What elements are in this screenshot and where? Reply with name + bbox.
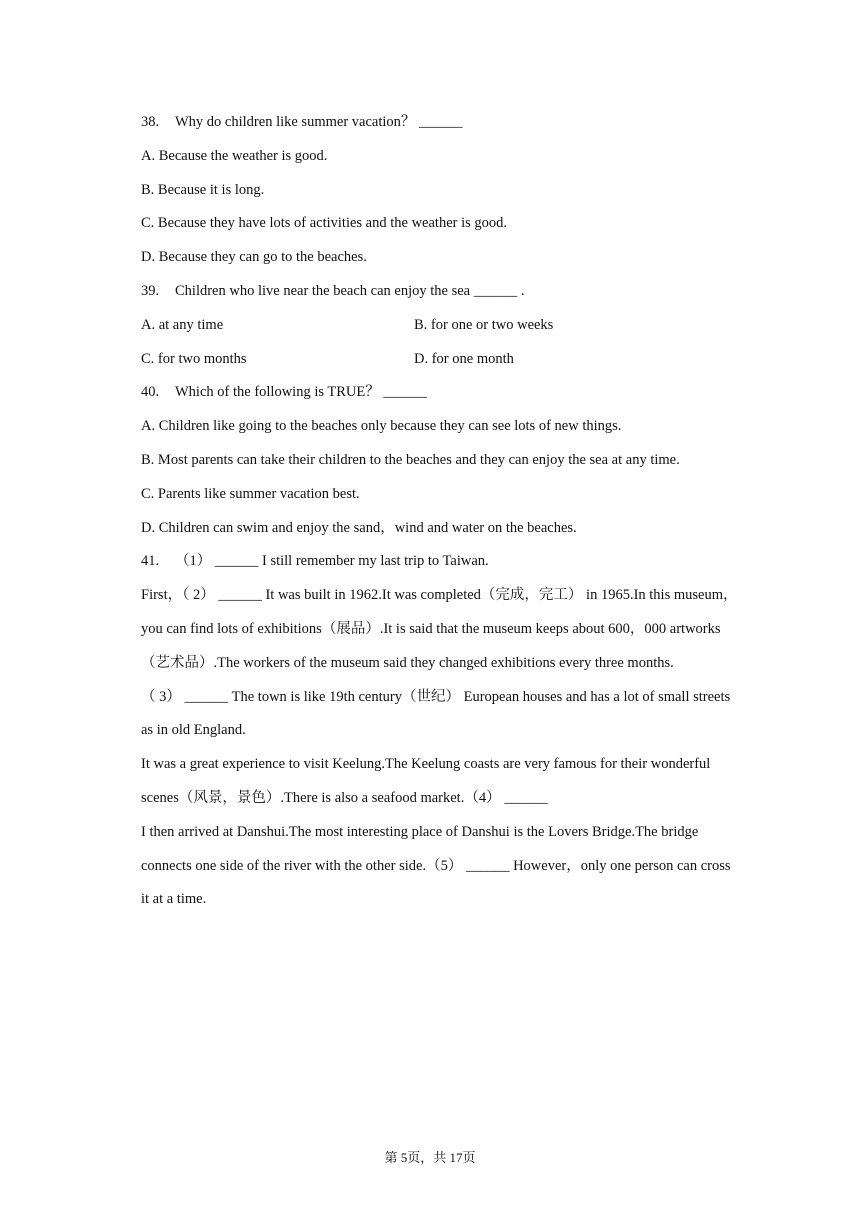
question-38-option-d: D. Because they can go to the beaches. (141, 249, 367, 266)
question-39-option-d: D. for one month (414, 350, 514, 367)
question-38-stem (141, 109, 753, 143)
question-40-option-b: B. Most parents can take their children to the beaches and they can enjoy the sea at any time. (141, 451, 680, 468)
passage-line: First，（ 2） ______ It was built in 1962.It was completed（完成，完工） in 1965.In this museum， (141, 587, 738, 604)
question-text: Why do children like summer vacation？ ______ (175, 114, 463, 130)
passage-line: it at a time. (141, 891, 207, 908)
passage-line: connects one side of the river with the other side.（5） ______ However，only one person can cross (141, 857, 731, 874)
question-number: 38. (141, 114, 160, 130)
question-text: Which of the following is TRUE？ ______ (175, 384, 427, 401)
question-40-option-a: A. Children like going to the beaches only because they can see lots of new things. (141, 418, 622, 435)
page-content (141, 109, 753, 920)
question-text: （1） ______ I still remember my last trip to Taiwan. (175, 553, 489, 570)
question-38-option-a: A. Because the weather is good. (141, 147, 328, 164)
passage-line: scenes（风景，景色）.There is also a seafood market.（4） ______ (141, 789, 548, 806)
question-39-stem (141, 278, 753, 312)
question-38-option-c: C. Because they have lots of activities and the weather is good. (141, 215, 508, 232)
question-40-option-d: D. Children can swim and enjoy the sand，wind and water on the beaches. (141, 519, 577, 536)
question-40-stem (141, 379, 753, 413)
question-39-option-c: C. for two months (141, 350, 247, 367)
question-39-option-b: B. for one or two weeks (414, 316, 554, 333)
question-39-options-row-2 (141, 346, 753, 380)
passage-line: I then arrived at Danshui.The most interesting place of Danshui is the Lovers Bridge.The bridge (141, 823, 699, 840)
passage-line: you can find lots of exhibitions（展品）.It is said that the museum keeps about 600，000 artworks (141, 620, 721, 637)
question-39-options-row-1 (141, 312, 753, 346)
page-number-footer: 第 5页，共 17页 (384, 1150, 476, 1165)
question-38-option-b: B. Because it is long. (141, 181, 265, 198)
question-39-option-a: A. at any time (141, 316, 224, 333)
question-number: 40. (141, 384, 160, 401)
passage-line: as in old England. (141, 722, 246, 739)
passage-line: （艺术品）.The workers of the museum said they changed exhibitions every three months. (141, 654, 674, 671)
passage-line: （ 3） ______ The town is like 19th century（世纪） European houses and has a lot of small streets (141, 688, 731, 705)
question-41-stem (141, 548, 753, 582)
question-40-option-c: C. Parents like summer vacation best. (141, 485, 360, 502)
question-number: 41. (141, 553, 160, 570)
question-text: Children who live near the beach can enjoy the sea ______ . (175, 282, 525, 299)
passage-line: It was a great experience to visit Keelung.The Keelung coasts are very famous for their wonderful (141, 756, 711, 773)
question-number: 39. (141, 282, 160, 299)
